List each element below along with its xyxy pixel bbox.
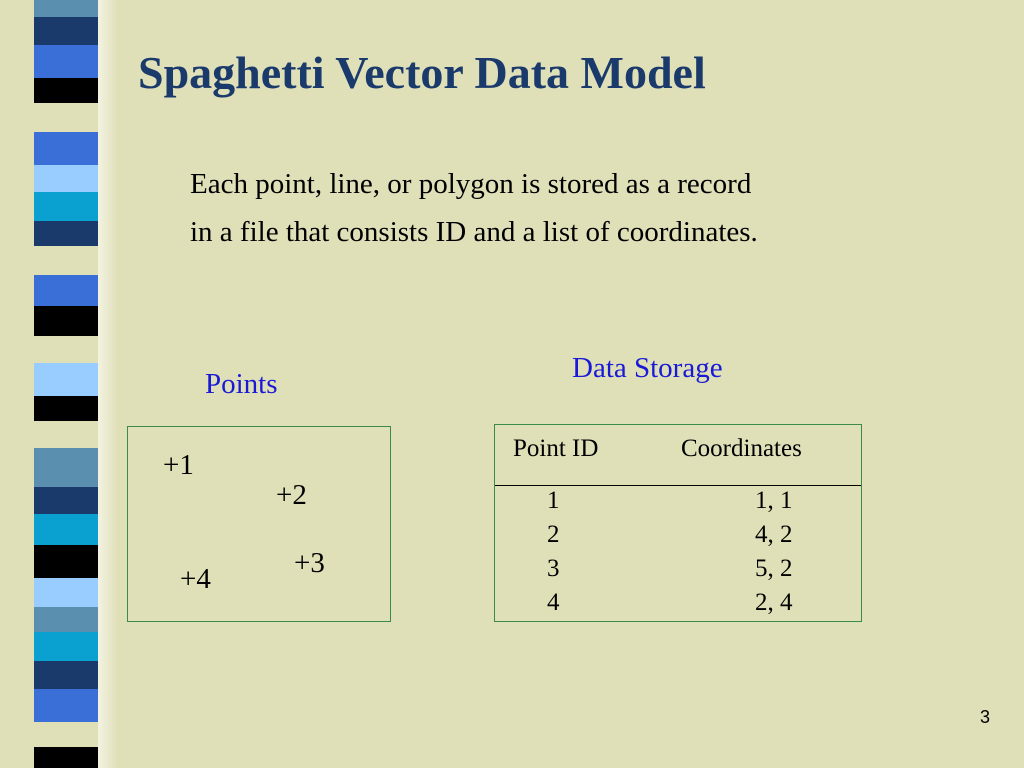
data-storage-label: Data Storage <box>572 352 723 384</box>
stripe-segment <box>34 632 98 661</box>
stripe-segment <box>34 747 98 768</box>
stripe-segment <box>34 275 98 306</box>
table-row <box>495 487 861 521</box>
stripe-segment <box>34 578 98 607</box>
stripe-segment <box>34 0 98 17</box>
stripe-segment <box>34 306 98 335</box>
cell-coordinates: 1, 1 <box>755 487 793 514</box>
body-line: in a file that consists ID and a list of coordinates. <box>190 216 758 248</box>
slide-title: Spaghetti Vector Data Model <box>138 47 706 98</box>
table-header <box>495 425 861 486</box>
stripe-segment <box>34 165 98 192</box>
stripe-segment <box>34 246 98 275</box>
stripe-segment <box>34 396 98 421</box>
point-marker-2: +2 <box>276 479 307 511</box>
points-diagram <box>127 426 391 622</box>
stripe-segment <box>34 689 98 722</box>
point-marker-3: +3 <box>294 547 325 579</box>
cell-point-id: 1 <box>547 487 560 514</box>
stripe-segment <box>34 514 98 545</box>
stripe-segment <box>34 487 98 514</box>
stripe-segment <box>34 661 98 688</box>
column-header-coordinates: Coordinates <box>681 435 802 462</box>
cell-point-id: 3 <box>547 555 560 582</box>
stripe-segment <box>34 607 98 632</box>
stripe-segment <box>34 45 98 78</box>
column-header-point-id: Point ID <box>513 435 599 462</box>
body-text <box>190 160 890 256</box>
stripe-segment <box>34 103 98 132</box>
stripe-segment <box>34 336 98 363</box>
table-row <box>495 589 861 623</box>
body-line: Each point, line, or polygon is stored as a record <box>190 168 752 200</box>
stripe-segment <box>34 221 98 246</box>
stripe-segment <box>34 363 98 396</box>
table-row <box>495 555 861 589</box>
cell-point-id: 2 <box>547 521 560 548</box>
stripe-segment <box>34 17 98 44</box>
point-marker-1: +1 <box>163 449 194 481</box>
cell-point-id: 4 <box>547 589 560 616</box>
cell-coordinates: 5, 2 <box>755 555 793 582</box>
stripe-segment <box>34 421 98 448</box>
data-storage-table <box>494 424 862 622</box>
cell-coordinates: 4, 2 <box>755 521 793 548</box>
cell-coordinates: 2, 4 <box>755 589 793 616</box>
stripe-segment <box>34 448 98 487</box>
stripe-segment <box>34 722 98 747</box>
stripe-segment <box>34 132 98 165</box>
points-label: Points <box>205 368 278 400</box>
point-marker-4: +4 <box>180 563 211 595</box>
stripe-shadow <box>98 0 118 768</box>
decorative-stripe-bar <box>34 0 98 768</box>
stripe-segment <box>34 545 98 578</box>
page-number: 3 <box>979 707 990 727</box>
stripe-segment <box>34 192 98 221</box>
stripe-segment <box>34 78 98 103</box>
left-margin <box>0 0 34 768</box>
table-row <box>495 521 861 555</box>
